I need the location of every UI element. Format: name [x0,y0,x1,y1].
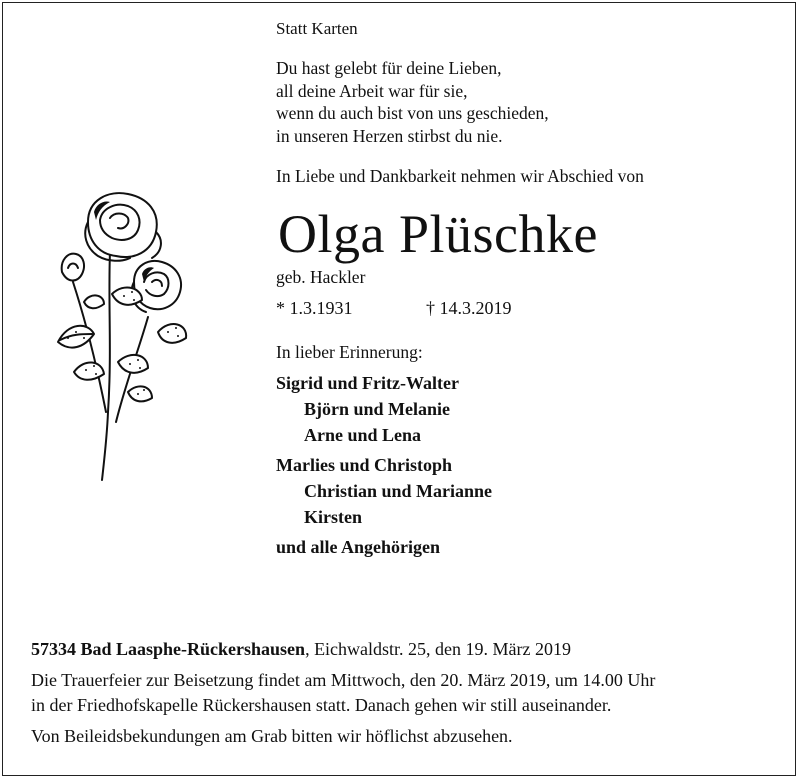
notice-footer [31,637,776,749]
poem-line: wenn du auch bist von uns geschieden, [276,103,549,123]
mourner-child: Kirsten [304,506,362,527]
address-date: , Eichwaldstr. 25, den 19. März 2019 [305,639,572,659]
death-date: † 14.3.2019 [426,298,512,318]
mourner-group [276,370,776,448]
address-line [31,637,776,663]
mourner-child: Arne und Lena [304,424,422,445]
notice-main-column [276,18,776,560]
mourner-child: Christian und Marianne [304,480,493,501]
ceremony-line: in der Friedhofskapelle Rückershausen statt. Danach gehen wir still auseinander. [31,695,612,715]
rose-icon [38,182,198,482]
poem-line: Du hast gelebt für deine Lieben, [276,58,502,78]
memory-heading: In lieber Erinnerung: [276,342,423,362]
mourner-main: Marlies und Christoph [276,454,453,475]
birth-date: * 1.3.1931 [276,298,353,318]
mourner-group [276,452,776,530]
relatives-text: und alle Angehörigen [276,536,441,557]
condolence-line: Von Beileidsbekundungen am Grab bitten wir höflichst abzusehen. [31,725,513,746]
statt-karten-text: Statt Karten [276,19,358,38]
life-dates [276,298,776,319]
deceased-name: Olga Plüschke [278,203,598,264]
intro-text: In Liebe und Dankbarkeit nehmen wir Abschied von [276,166,644,186]
mourner-child: Björn und Melanie [304,398,451,419]
birth-name: geb. Hackler [276,266,366,287]
poem-line: all deine Arbeit war für sie, [276,80,468,101]
mourner-main: Sigrid und Fritz-Walter [276,372,459,393]
poem [276,57,776,147]
poem-line: in unseren Herzen stirbst du nie. [276,125,503,146]
place-name: 57334 Bad Laasphe-Rückershausen [31,639,306,659]
ceremony-line: Die Trauerfeier zur Beisetzung findet am Mittwoch, den 20. März 2019, um 14.00 Uhr [31,669,656,690]
